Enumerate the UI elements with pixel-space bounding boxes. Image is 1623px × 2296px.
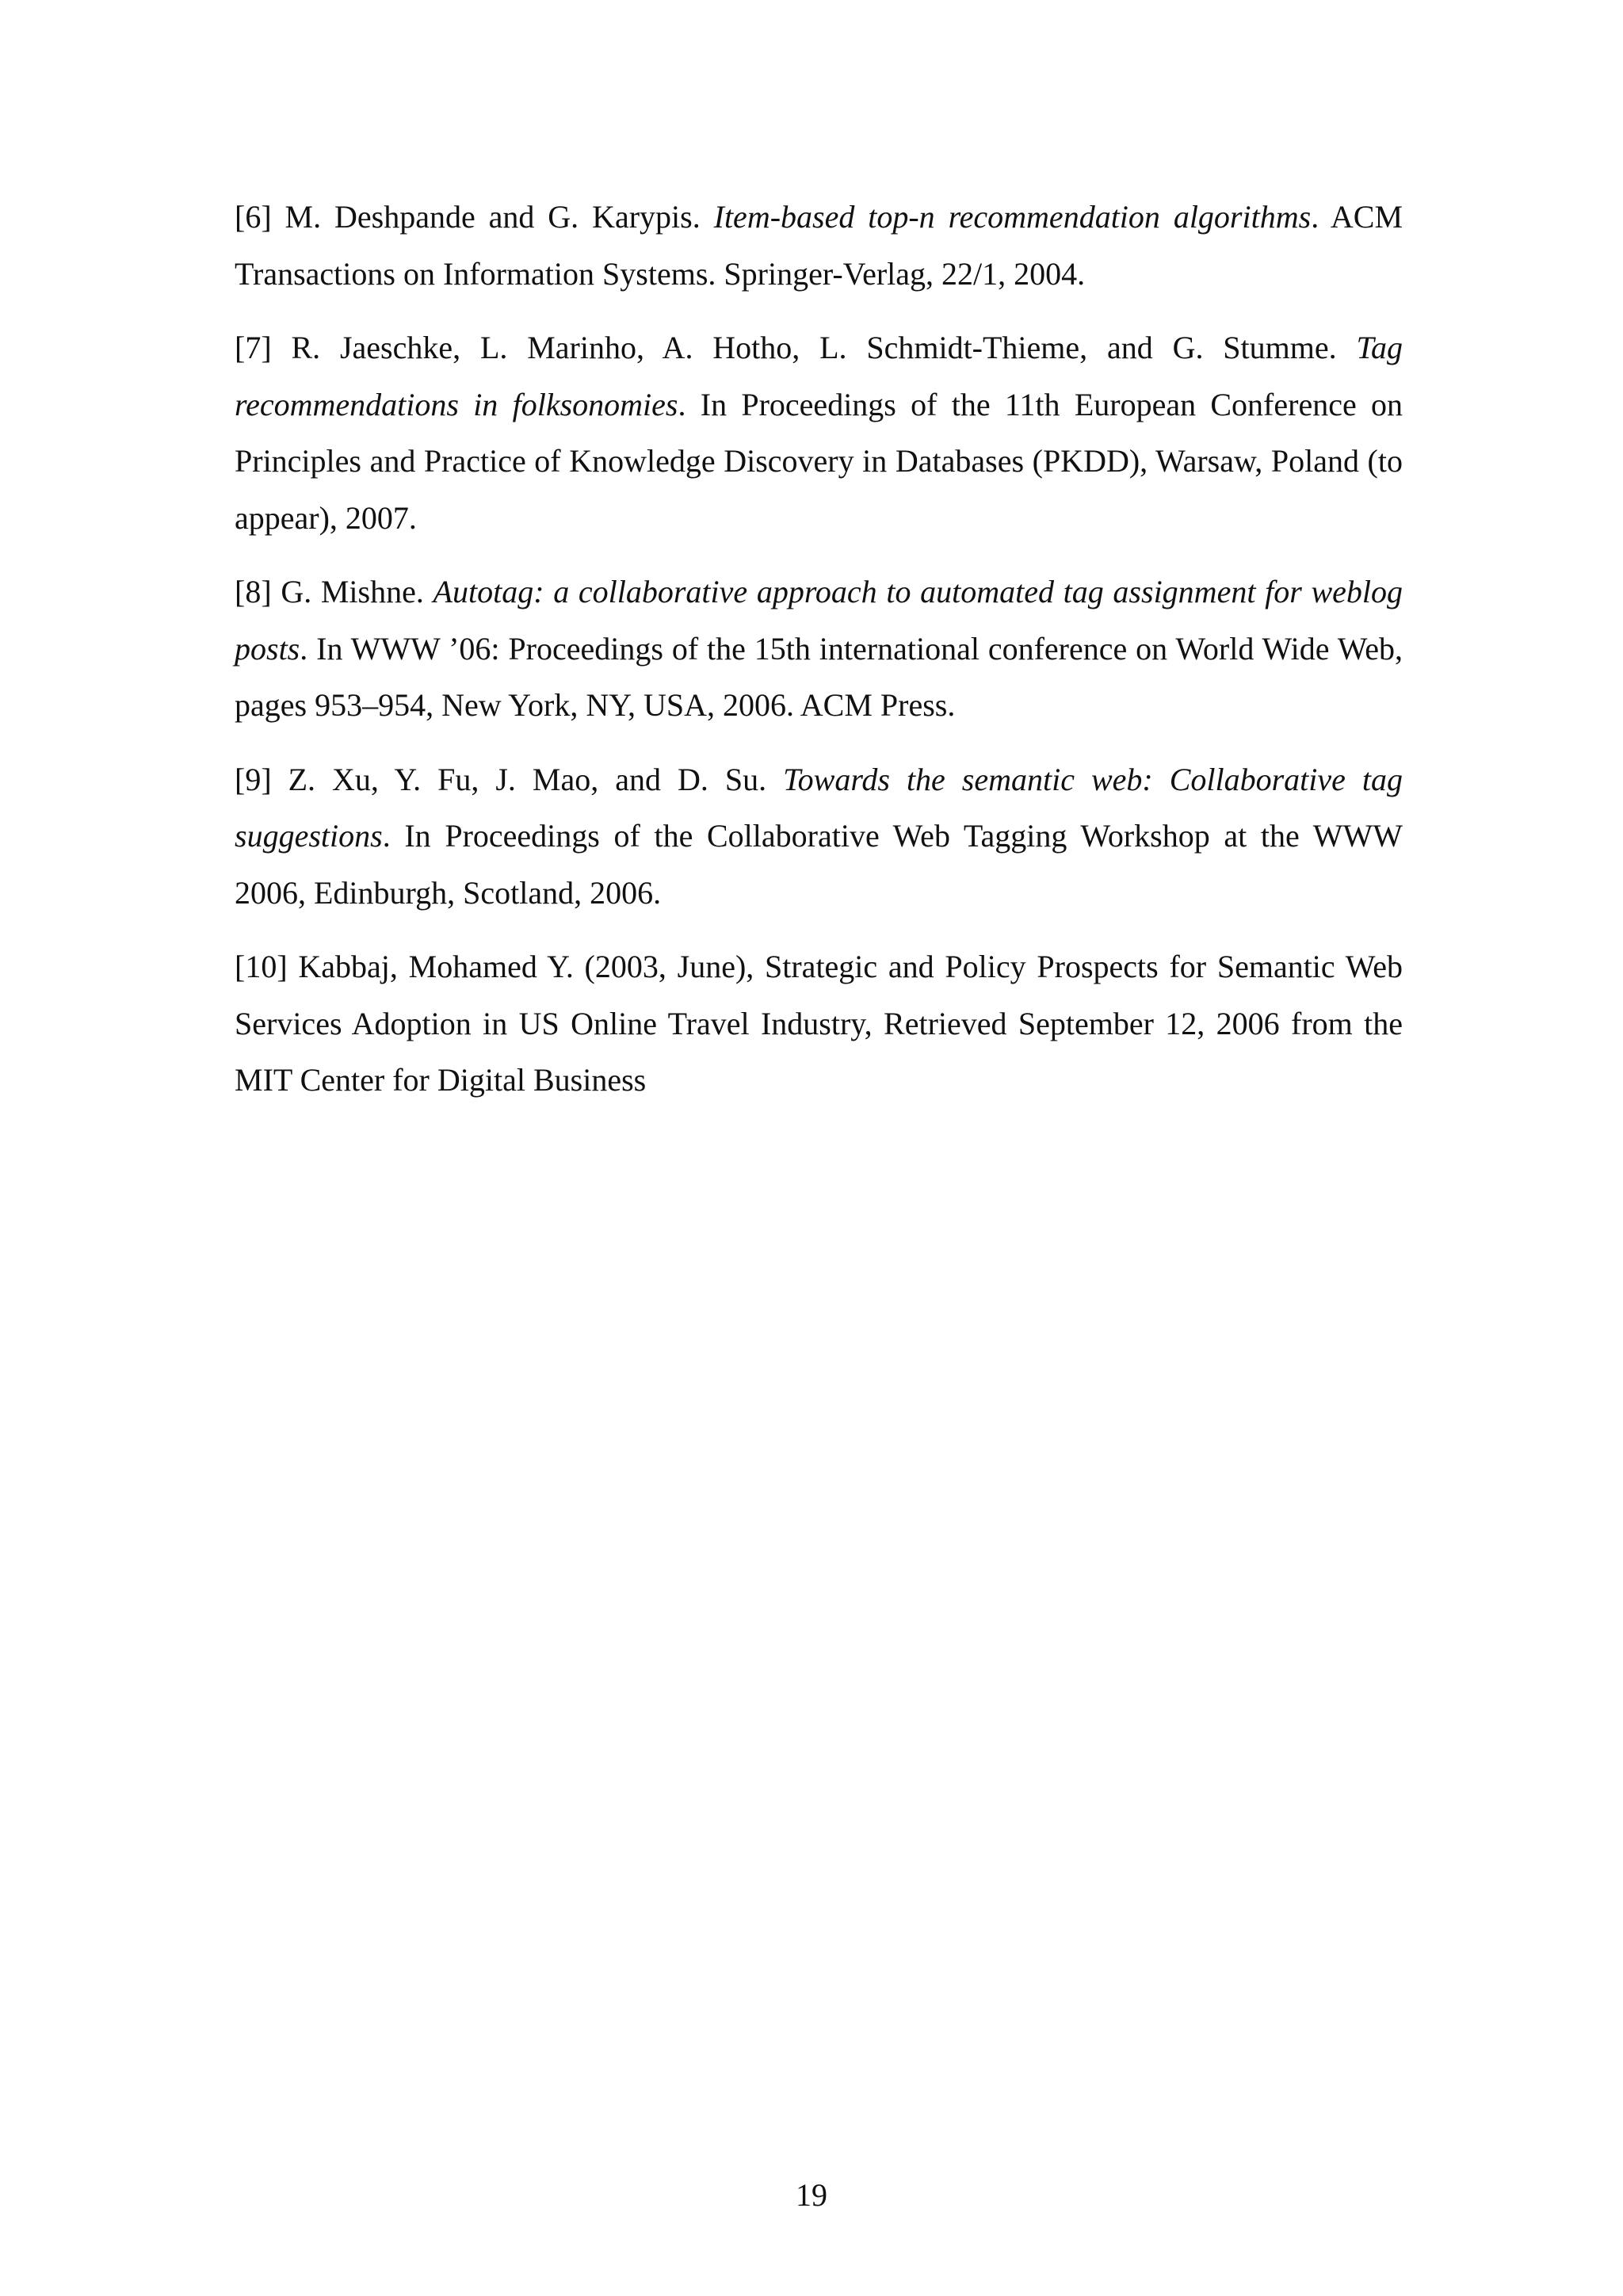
reference-source: . In Proceedings of the 11th European Conference on Principles and Practice of Knowledge Discovery in Databases (PKDD), Warsaw, Poland (to appear), 2007. [235,386,1403,536]
reference-text: Kabbaj, Mohamed Y. (2003, June), Strategic and Policy Prospects for Semantic Web Services Adoption in US Online Travel Industry, Retrieved September 12, 2006 from the MIT Center for Digital Business [235,949,1403,1098]
reference-number: [7] [235,330,272,365]
reference-list [235,189,1403,1126]
reference-title: Towards the semantic web: Collaborative tag suggestions [235,761,1403,854]
reference-authors: Z. Xu, Y. Fu, J. Mao, and D. Su. [288,761,767,797]
reference-title: Item-based top-n recommendation algorithms [713,199,1312,235]
reference-number: [10] [235,949,288,984]
reference-number: [9] [235,761,272,797]
page-number: 19 [796,2177,827,2213]
reference-item [235,189,1403,302]
reference-source: . In WWW ’06: Proceedings of the 15th international conference on World Wide Web, pages 953–954, New York, NY, USA, 2006. ACM Press. [235,630,1403,723]
reference-item [235,751,1403,922]
reference-item [235,319,1403,546]
reference-authors: R. Jaeschke, L. Marinho, A. Hotho, L. Schmidt-Thieme, and G. Stumme. [291,330,1337,365]
reference-item [235,938,1403,1109]
reference-number: [8] [235,574,272,609]
reference-title: Tag recommendations in folksonomies [235,330,1403,422]
reference-authors: G. Mishne. [281,574,424,609]
reference-source: . ACM Transactions on Information Systems. Springer-Verlag, 22/1, 2004. [235,199,1403,292]
reference-authors: M. Deshpande and G. Karypis. [285,199,701,235]
reference-source: . In Proceedings of the Collaborative Web Tagging Workshop at the WWW 2006, Edinburgh, Scotland, 2006. [235,818,1403,911]
reference-title: Autotag: a collaborative approach to automated tag assignment for weblog posts [235,574,1403,667]
reference-item [235,563,1403,734]
reference-number: [6] [235,199,272,235]
